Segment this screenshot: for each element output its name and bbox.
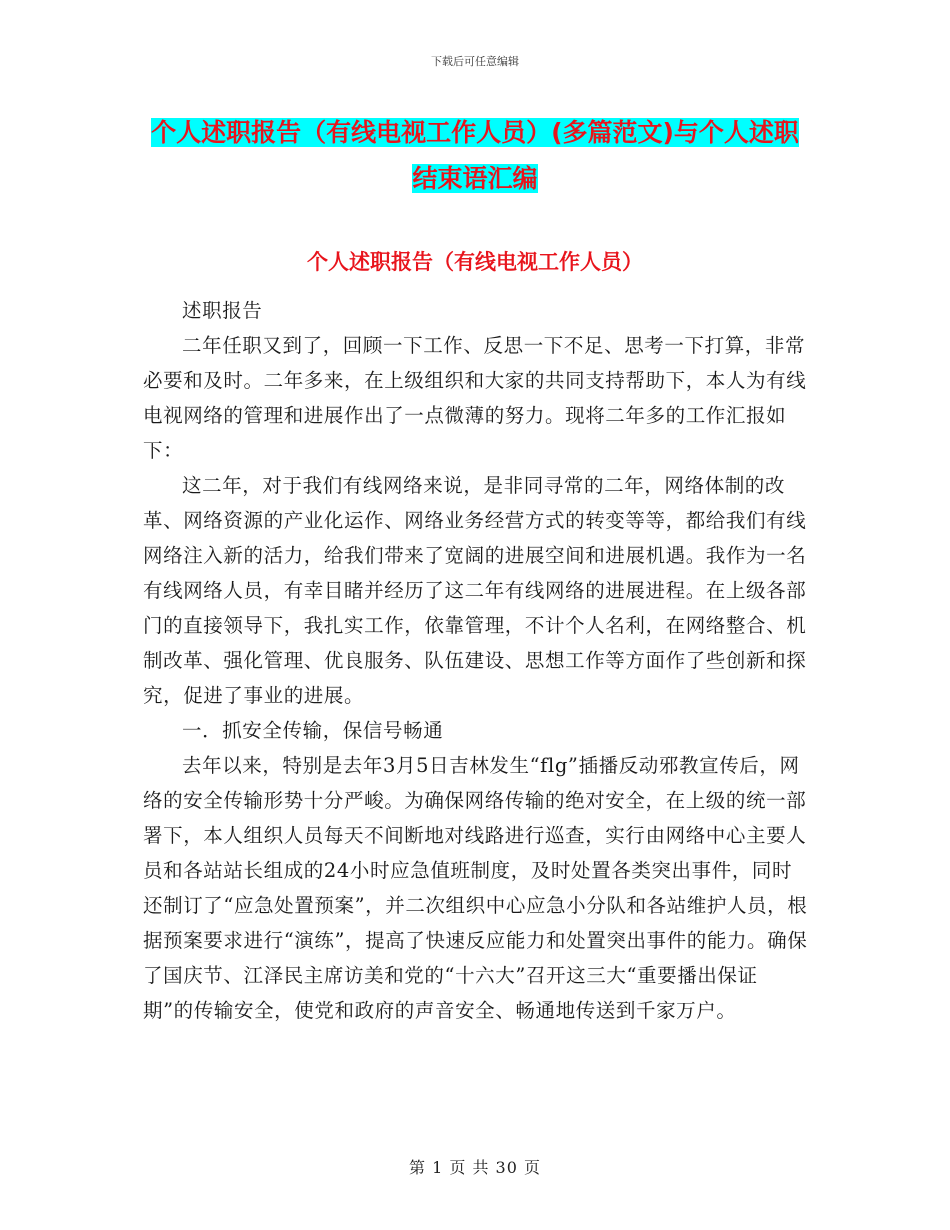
paragraph: 这二年，对于我们有线网络来说，是非同寻常的二年，网络体制的改革、网络资源的产业化运作、网络业务经营方式的转变等等，都给我们有线网络注入新的活力，给我们带来了宽阔的进展空间和进展机遇。我作为一名有线网络人员，有幸目睹并经历了这二年有线网络的进展进程。在上级各部门的直接领导下，我扎实工作，依靠管理，不计个人名利，在网络整合、机制改革、强化管理、优良服务、队伍建设、思想工作等方面作了些创新和探究，促进了事业的进展。 (143, 474, 807, 707)
section-title: 个人述职报告（有线电视工作人员） (307, 250, 643, 274)
document-body (143, 293, 808, 1028)
paragraph: 去年以来，特别是去年3月5日吉林发生“flg”插播反动邪教宣传后，网络的安全传输形势十分严峻。为确保网络传输的绝对安全，在上级的统一部署下，本人组织人员每天不间断地对线路进行巡查，实行由网络中心主要人员和各站站长组成的24小时应急值班制度，及时处置各类突出事件，同时还制订了“应急处置预案”，并二次组织中心应急小分队和各站维护人员，根据预案要求进行“演练”，提高了快速反应能力和处置突出事件的能力。确保了国庆节、江泽民主席访美和党的“十六大”召开这三大“重要播出保证期”的传输安全，使党和政府的声音安全、畅通地传送到千家万户。 (143, 754, 808, 1022)
section-heading: 一．抓安全传输，保信号畅通 (182, 719, 444, 742)
paragraph: 二年任职又到了，回顾一下工作、反思一下不足、思考一下打算，非常必要和及时。二年多来，在上级组织和大家的共同支持帮助下，本人为有线电视网络的管理和进展作出了一点微薄的努力。现将二年多的工作汇报如下： (143, 334, 807, 462)
document-title (140, 110, 810, 202)
header-note: 下载后可任意编辑 (431, 55, 519, 68)
document-title-text: 个人述职报告（有线电视工作人员）(多篇范文)与个人述职结束语汇编 (151, 118, 799, 193)
page-number: 第 1 页 共 30 页 (409, 1158, 541, 1177)
paragraph: 述职报告 (182, 299, 263, 322)
